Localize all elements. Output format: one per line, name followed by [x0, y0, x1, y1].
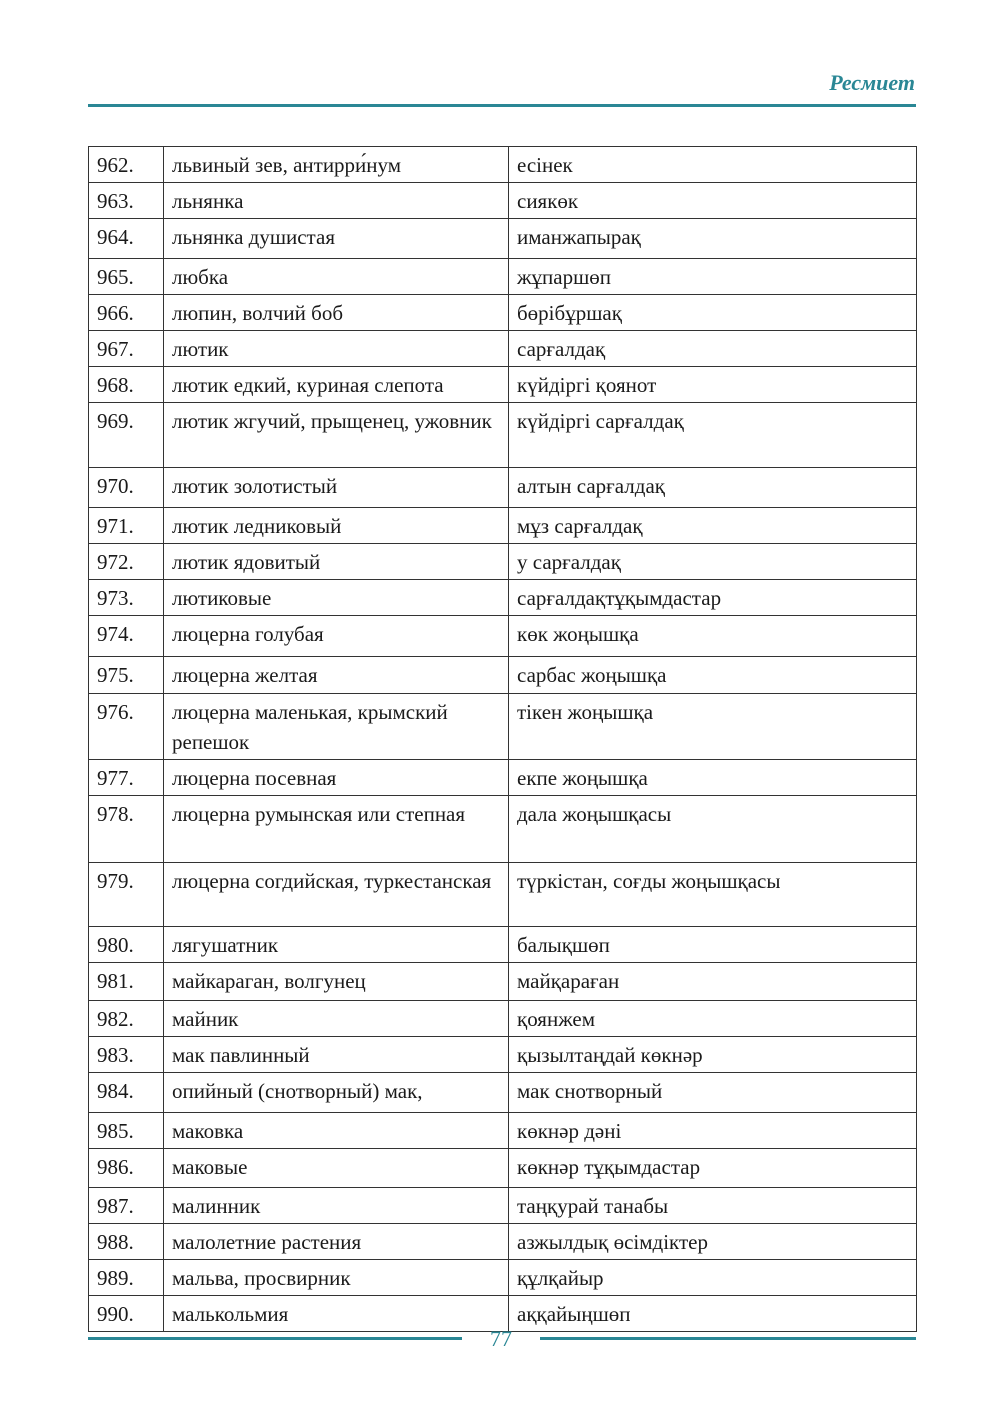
entry-number: 967. [89, 331, 164, 367]
kazakh-term: сарбас жоңышқа [509, 657, 917, 694]
russian-term: маковые [164, 1149, 509, 1188]
kazakh-term: аққайыңшөп [509, 1296, 917, 1332]
table-row [89, 927, 917, 963]
russian-term: люцерна желтая [164, 657, 509, 694]
table-row [89, 331, 917, 367]
kazakh-term: алтын сарғалдақ [509, 468, 917, 508]
kazakh-term: құлқайыр [509, 1260, 917, 1296]
entry-number: 979. [89, 863, 164, 927]
table-row [89, 403, 917, 468]
table-row [89, 1149, 917, 1188]
dictionary-table-body [89, 147, 917, 1332]
kazakh-term: майқараған [509, 963, 917, 1001]
russian-term: лютик жгучий, прыщенец, ужовник [164, 403, 509, 468]
footer-rule-right [540, 1337, 916, 1340]
entry-number: 971. [89, 508, 164, 544]
entry-number: 989. [89, 1260, 164, 1296]
russian-term: лягушатник [164, 927, 509, 963]
entry-number: 977. [89, 760, 164, 796]
kazakh-term: түркістан, соғды жоңышқасы [509, 863, 917, 927]
entry-number: 990. [89, 1296, 164, 1332]
russian-term: люцерна согдийская, туркестанская [164, 863, 509, 927]
russian-term: лютик золотистый [164, 468, 509, 508]
table-row [89, 1037, 917, 1073]
table-row [89, 1001, 917, 1037]
table-row [89, 863, 917, 927]
kazakh-term: сиякөк [509, 183, 917, 219]
table-row [89, 694, 917, 760]
russian-term: майник [164, 1001, 509, 1037]
kazakh-term: көкнәр дәні [509, 1113, 917, 1149]
russian-term: люпин, волчий боб [164, 295, 509, 331]
russian-term: малькольмия [164, 1296, 509, 1332]
kazakh-term: у сарғалдақ [509, 544, 917, 580]
table-row [89, 259, 917, 295]
kazakh-term: көк жоңышқа [509, 616, 917, 657]
entry-number: 968. [89, 367, 164, 403]
table-row [89, 147, 917, 183]
entry-number: 983. [89, 1037, 164, 1073]
dictionary-table [88, 146, 917, 1332]
table-row [89, 760, 917, 796]
running-header-title: Ресмиет [829, 70, 915, 95]
page-number: 77 [490, 1326, 512, 1351]
kazakh-term: таңқурай танабы [509, 1188, 917, 1224]
entry-number: 965. [89, 259, 164, 295]
entry-number: 972. [89, 544, 164, 580]
russian-term: мак павлинный [164, 1037, 509, 1073]
kazakh-term: қоянжем [509, 1001, 917, 1037]
entry-number: 978. [89, 796, 164, 863]
entry-number: 988. [89, 1224, 164, 1260]
kazakh-term: азжылдық өсімдіктер [509, 1224, 917, 1260]
entry-number: 969. [89, 403, 164, 468]
entry-number: 963. [89, 183, 164, 219]
table-row [89, 1073, 917, 1113]
russian-term: льнянка душистая [164, 219, 509, 259]
entry-number: 970. [89, 468, 164, 508]
kazakh-term: тікен жоңышқа [509, 694, 917, 760]
russian-term: люцерна голубая [164, 616, 509, 657]
table-row [89, 1224, 917, 1260]
kazakh-term: есінек [509, 147, 917, 183]
russian-term: люцерна румынская или степная [164, 796, 509, 863]
kazakh-term: екпе жоңышқа [509, 760, 917, 796]
table-row [89, 657, 917, 694]
kazakh-term: балықшөп [509, 927, 917, 963]
russian-term: льнянка [164, 183, 509, 219]
entry-number: 981. [89, 963, 164, 1001]
footer-rule-left [88, 1337, 462, 1340]
russian-term: люцерна посевная [164, 760, 509, 796]
table-row [89, 580, 917, 616]
entry-number: 964. [89, 219, 164, 259]
kazakh-term: күйдіргі сарғалдақ [509, 403, 917, 468]
header-rule [88, 104, 916, 107]
kazakh-term: сарғалдақ [509, 331, 917, 367]
russian-term: маковка [164, 1113, 509, 1149]
entry-number: 973. [89, 580, 164, 616]
russian-term: львиный зев, антирри́нум [164, 147, 509, 183]
russian-term: майкараган, волгунец [164, 963, 509, 1001]
russian-term: лютик [164, 331, 509, 367]
russian-term: опийный (снотворный) мак, [164, 1073, 509, 1113]
entry-number: 976. [89, 694, 164, 760]
russian-term: лютик ледниковый [164, 508, 509, 544]
entry-number: 986. [89, 1149, 164, 1188]
table-row [89, 508, 917, 544]
kazakh-term: күйдіргі қоянот [509, 367, 917, 403]
entry-number: 966. [89, 295, 164, 331]
table-row [89, 1113, 917, 1149]
table-row [89, 1188, 917, 1224]
entry-number: 987. [89, 1188, 164, 1224]
entry-number: 984. [89, 1073, 164, 1113]
russian-term: малолетние растения [164, 1224, 509, 1260]
entry-number: 975. [89, 657, 164, 694]
kazakh-term: көкнәр тұқымдастар [509, 1149, 917, 1188]
entry-number: 962. [89, 147, 164, 183]
table-row [89, 219, 917, 259]
table-row [89, 367, 917, 403]
kazakh-term: бөрібұршақ [509, 295, 917, 331]
kazakh-term: мак снотворный [509, 1073, 917, 1113]
entry-number: 974. [89, 616, 164, 657]
russian-term: лютик ядовитый [164, 544, 509, 580]
entry-number: 980. [89, 927, 164, 963]
russian-term: малинник [164, 1188, 509, 1224]
table-row [89, 183, 917, 219]
table-row [89, 544, 917, 580]
kazakh-term: иманжапырақ [509, 219, 917, 259]
table-row [89, 1260, 917, 1296]
russian-term: любка [164, 259, 509, 295]
table-row [89, 963, 917, 1001]
kazakh-term: қызылтаңдай көкнәр [509, 1037, 917, 1073]
entry-number: 982. [89, 1001, 164, 1037]
kazakh-term: жұпаршөп [509, 259, 917, 295]
russian-term: мальва, просвирник [164, 1260, 509, 1296]
table-row [89, 616, 917, 657]
russian-term: лютиковые [164, 580, 509, 616]
kazakh-term: сарғалдақтұқымдастар [509, 580, 917, 616]
table-row [89, 295, 917, 331]
russian-term: люцерна маленькая, крымский репешок [164, 694, 509, 760]
table-row [89, 468, 917, 508]
russian-term: лютик едкий, куриная слепота [164, 367, 509, 403]
table-row [89, 796, 917, 863]
kazakh-term: мұз сарғалдақ [509, 508, 917, 544]
kazakh-term: дала жоңышқасы [509, 796, 917, 863]
entry-number: 985. [89, 1113, 164, 1149]
